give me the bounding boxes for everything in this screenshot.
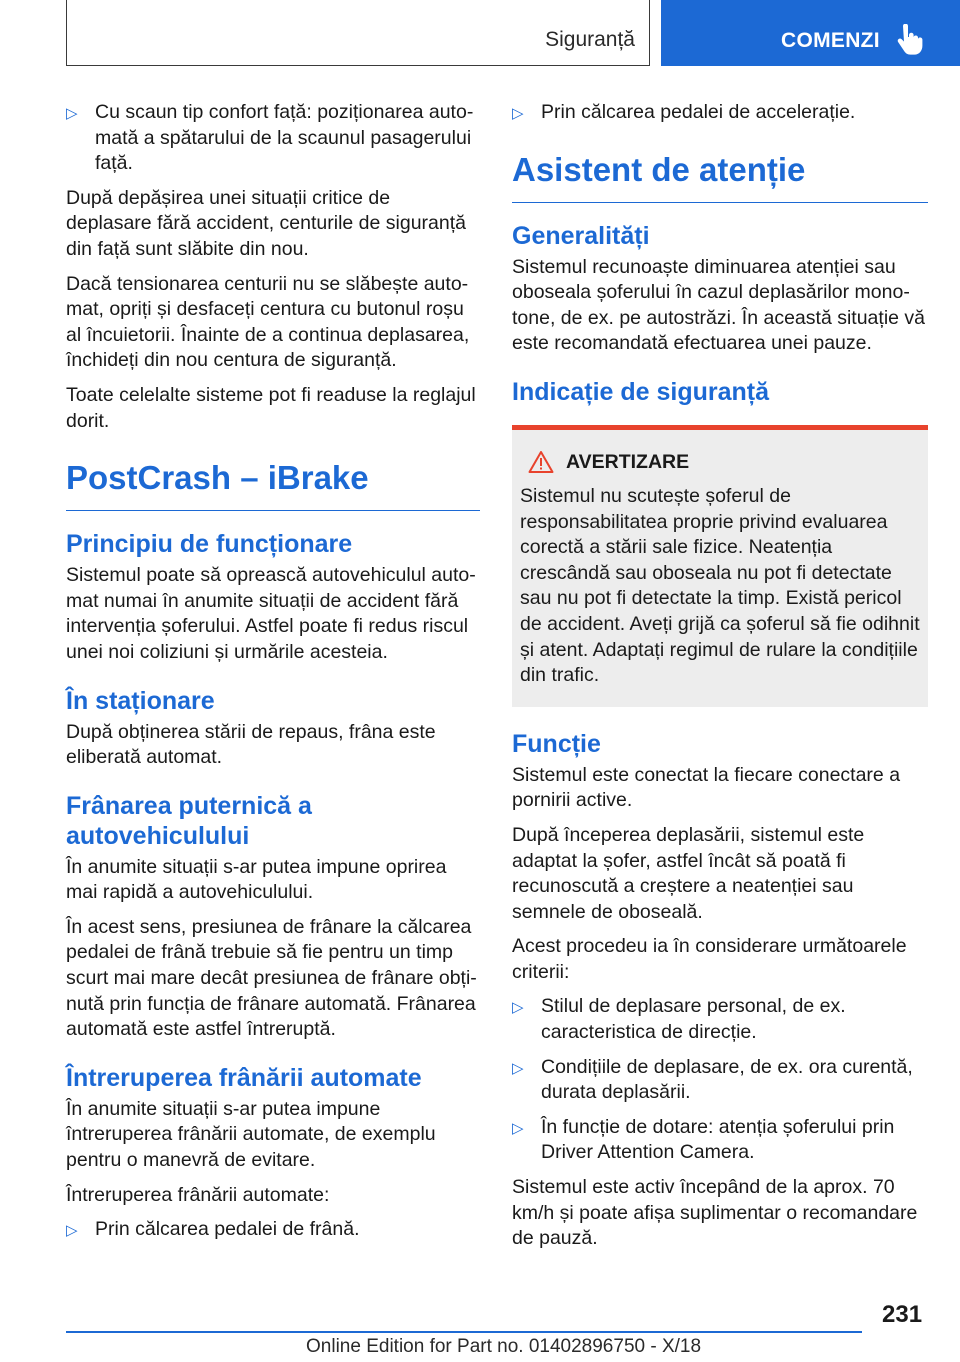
- triangle-bullet-icon: ▷: [512, 105, 524, 122]
- paragraph: Acest procedeu ia în considerare următoarele criterii:: [512, 935, 907, 983]
- subsection-heading: Indicație de siguranță: [512, 377, 770, 406]
- list-item-text: Prin călcarea pedalei de frână.: [95, 1218, 360, 1241]
- subsection-heading: Întreruperea frânării automate: [66, 1063, 422, 1092]
- paragraph: Dacă tensionarea centurii nu se slăbește automat, opriți și desfaceți centura cu butonul roșu al încuietorii. Înainte de a continua deplasarea, închideți din nou centura de siguranță.: [66, 272, 470, 372]
- list-item-text: În funcție de dotare: atenția șoferului prin Driver Attention Camera.: [541, 1115, 895, 1164]
- header-chapter-tab[interactable]: [661, 0, 960, 66]
- subsection-heading: Principiu de funcționare: [66, 530, 353, 559]
- list-item: [66, 100, 480, 177]
- paragraph: Sistemul recunoaște diminuarea atenției sau oboseala șoferului în cazul deplasărilor monotone, de ex. pe autostrăzi. În această situație vă este recomandată efectuarea unei pauze.: [512, 255, 926, 355]
- subsection-heading: Frânarea puternică a autovehiculului: [66, 791, 312, 850]
- header-chapter-title: COMENZI: [781, 29, 880, 52]
- list-item-text: Prin călcarea pedalei de accelerație.: [541, 101, 856, 123]
- paragraph: În anumite situații s-ar putea impune întreruperea frânării automate, de exemplu pentru o manevră de evitare.: [66, 1097, 436, 1172]
- right-column: [512, 100, 928, 1261]
- triangle-bullet-icon: ▷: [66, 1222, 78, 1240]
- paragraph: În anumite situații s-ar putea impune oprirea mai rapidă a autovehiculului.: [66, 855, 447, 904]
- footer-divider: [66, 1331, 862, 1333]
- list-item: [512, 994, 928, 1045]
- subsection-heading: În staționare: [66, 686, 215, 715]
- header-section-title: Siguranță: [545, 28, 635, 51]
- list-item-text: Condițiile de deplasare, de ex. ora curentă, durata deplasării.: [541, 1055, 913, 1104]
- section-heading: PostCrash – iBrake: [66, 458, 480, 511]
- paragraph: După depășirea unei situații critice de deplasare fără accident, centurile de siguranță din față sunt slăbite din nou.: [66, 186, 466, 260]
- triangle-bullet-icon: ▷: [512, 999, 524, 1017]
- paragraph: Întreruperea frânării automate:: [66, 1183, 330, 1206]
- list-item: [512, 1055, 928, 1106]
- warning-title: AVERTIZARE: [566, 450, 690, 473]
- section-heading: Asistent de atenție: [512, 150, 928, 203]
- paragraph: Sistemul poate să oprească autovehiculul automat numai în anumite situații de accident fără intervenția șoferului. Astfel poate fi redus riscul unei noi coliziuni și urmările acesteia.: [66, 564, 476, 663]
- triangle-bullet-icon: ▷: [66, 105, 78, 122]
- list-item-text: Stilul de deplasare personal, de ex. caracteristica de direcție.: [541, 995, 846, 1044]
- triangle-bullet-icon: ▷: [512, 1119, 524, 1137]
- left-column: [66, 100, 480, 1252]
- subsection-heading: Generalități: [512, 221, 650, 250]
- subsection-heading: Funcție: [512, 729, 601, 758]
- hand-pointer-icon: [895, 24, 923, 56]
- warning-text: Sistemul nu scutește șoferul de responsabilitatea proprie privind evaluarea corectă a stării sale fizice. Neatenția crescândă sau oboseala nu pot fi detectate sau nu pot fi detectate la timp. Există pericol de accident. Aveți grijă ca șoferul să fie odihnit și atent. Adaptați regimul de rulare la condițiile din trafic.: [520, 484, 920, 687]
- triangle-bullet-icon: ▷: [512, 1059, 524, 1077]
- list-item: [512, 1115, 928, 1166]
- paragraph: În acest sens, presiunea de frânare la călcarea pedalei de frână trebuie să fie pentru un timp scurt mai mare decât presiunea de frânare obținută prin funcția de frânare automată. Frânarea automată este astfel întreruptă.: [66, 915, 477, 1041]
- list-item: [512, 100, 928, 126]
- footer-edition: Online Edition for Part no. 01402896750 - X/18: [306, 1336, 702, 1357]
- paragraph: După începerea deplasării, sistemul este adaptat la șofer, astfel încât să poată fi recunoscută a creștere a neatenției sau semnele de oboseală.: [512, 823, 865, 923]
- paragraph: Sistemul este activ începând de la aprox. 70 km/h și poate afișa suplimentar o recomandare de pauză.: [512, 1176, 918, 1250]
- page-number: 231: [882, 1301, 923, 1328]
- paragraph: Toate celelalte sisteme pot fi readuse la reglajul dorit.: [66, 383, 476, 432]
- warning-header: [520, 450, 920, 476]
- warning-box: [512, 425, 928, 707]
- list-item: [66, 1217, 480, 1243]
- header-section-box: [66, 0, 650, 66]
- paragraph: Sistemul este conectat la fiecare conectare a pornirii active.: [512, 763, 901, 812]
- paragraph: După obținerea stării de repaus, frâna este eliberată automat.: [66, 720, 436, 769]
- list-item-text: Cu scaun tip confort față: poziționarea automată a spătarului de la scaunul pasagerului față.: [95, 101, 474, 175]
- warning-triangle-icon: [528, 450, 554, 474]
